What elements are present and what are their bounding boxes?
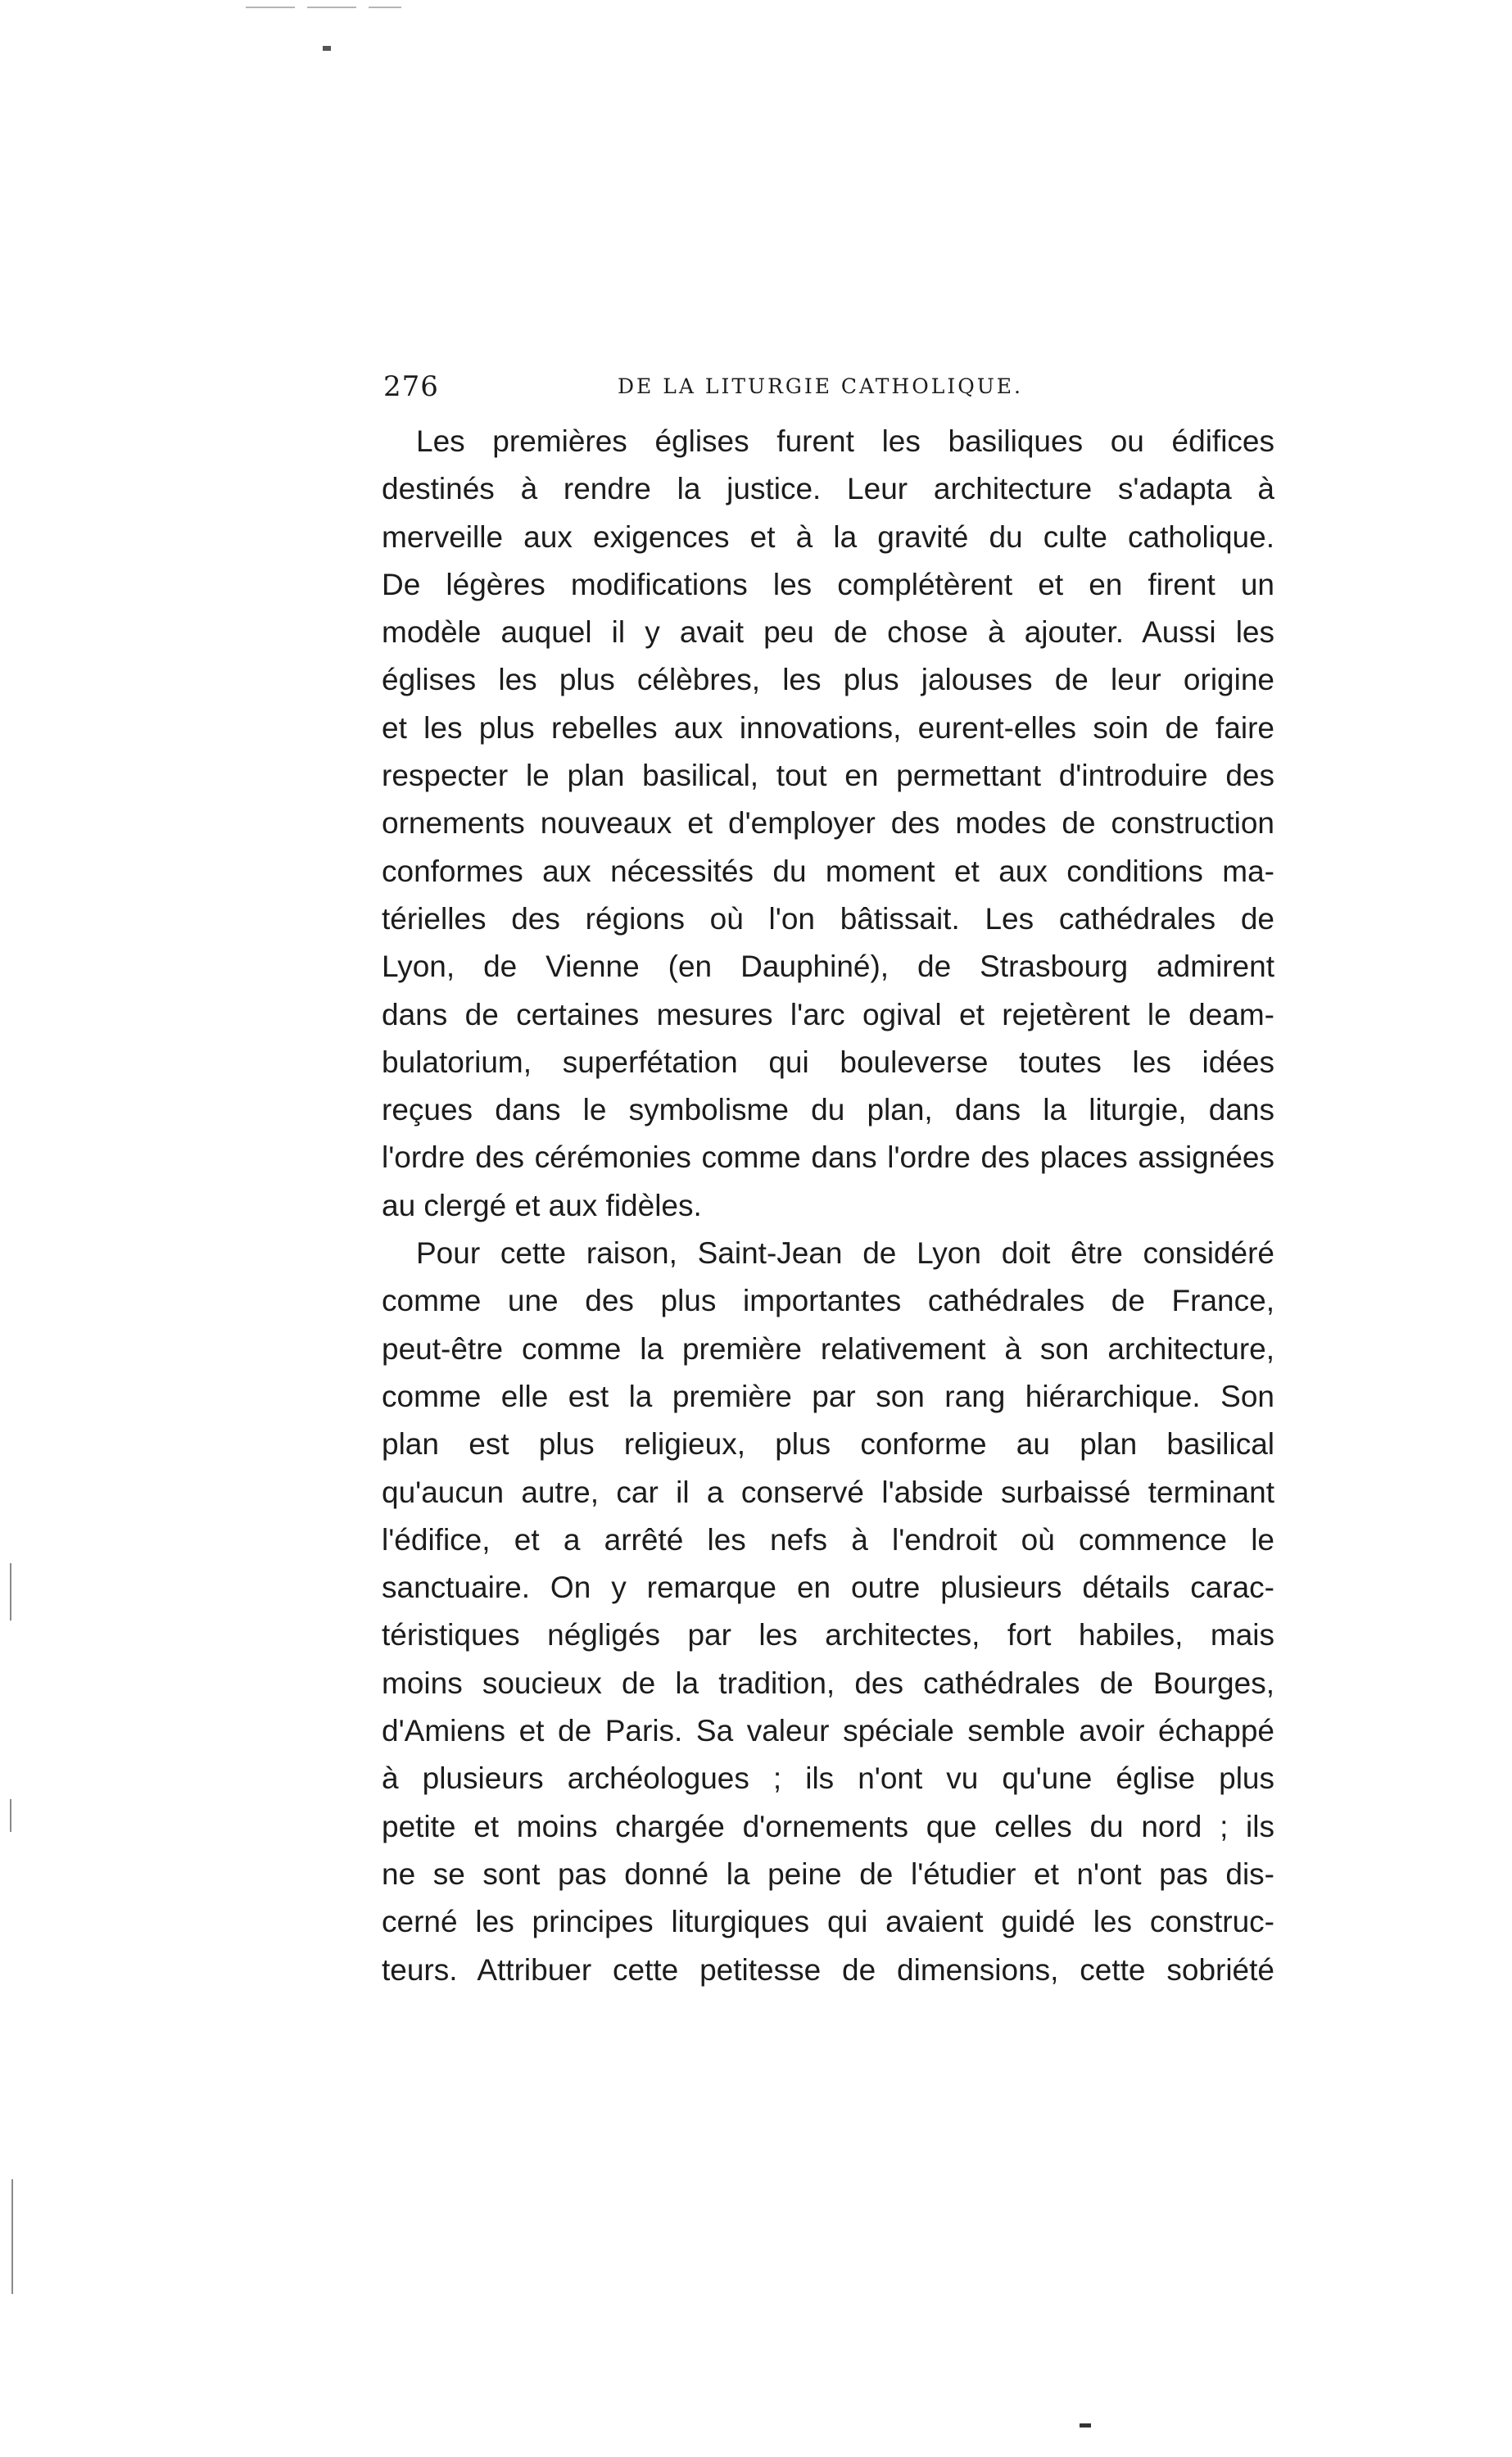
text-line: sanctuaire. On y remarque en outre plusieurs détails carac- (382, 1571, 1274, 1605)
text-line: l'édifice, et a arrêté les nefs à l'endroit où commence le (382, 1522, 1274, 1557)
text-line: et les plus rebelles aux innovations, eurent-elles soin de faire (382, 710, 1274, 745)
page-number: 276 (383, 370, 439, 403)
text-line: comme elle est la première par son rang hiérarchique. Son (382, 1379, 1274, 1413)
text-line: moins soucieux de la tradition, des cathédrales de Bourges, (382, 1666, 1274, 1700)
scan-artifact (369, 7, 401, 8)
text-line: conformes aux nécessités du moment et aux conditions ma- (382, 854, 1274, 888)
text-line: térielles des régions où l'on bâtissait. Les cathédrales de (382, 901, 1274, 936)
text-line: églises les plus célèbres, les plus jalouses de leur origine (382, 663, 1274, 697)
text-line: l'ordre des cérémonies comme dans l'ordre des places assignées (382, 1140, 1274, 1175)
text-line: respecter le plan basilical, tout en permettant d'introduire des (382, 759, 1274, 793)
text-line: reçues dans le symbolisme du plan, dans la liturgie, dans (382, 1093, 1274, 1127)
scan-artifact (11, 2179, 13, 2294)
scan-artifact (10, 1799, 11, 1832)
text-line: merveille aux exigences et à la gravité du culte catholique. (382, 519, 1274, 554)
text-line: peut-être comme la première relativement à son architecture, (382, 1331, 1274, 1366)
text-line: plan est plus religieux, plus conforme au plan basilical (382, 1427, 1274, 1462)
scan-speck (323, 46, 331, 51)
scan-artifact (307, 7, 356, 8)
text-line: au clergé et aux fidèles. (382, 1188, 702, 1222)
text-line: ornements nouveaux et d'employer des modes de construction (382, 806, 1274, 841)
text-line: qu'aucun autre, car il a conservé l'abside surbaissé terminant (382, 1475, 1274, 1509)
text-line: Pour cette raison, Saint-Jean de Lyon doit être considéré (416, 1236, 1274, 1271)
text-line: comme une des plus importantes cathédrales de France, (382, 1284, 1274, 1318)
text-line: De légères modifications les complétèrent et en firent un (382, 567, 1274, 601)
text-line: cerné les principes liturgiques qui avaient guidé les construc- (382, 1905, 1274, 1939)
text-line: modèle auquel il y avait peu de chose à ajouter. Aussi les (382, 615, 1274, 650)
text-line: ne se sont pas donné la peine de l'étudier et n'ont pas dis- (382, 1856, 1274, 1891)
scan-speck (1080, 2423, 1091, 2428)
text-line: destinés à rendre la justice. Leur architecture s'adapta à (382, 472, 1274, 506)
running-title: DE LA LITURGIE CATHOLIQUE. (618, 374, 1023, 398)
body-text (382, 418, 1274, 1994)
text-line: d'Amiens et de Paris. Sa valeur spéciale semble avoir échappé (382, 1714, 1274, 1748)
text-line: dans de certaines mesures l'arc ogival et rejetèrent le deam- (382, 997, 1274, 1031)
text-line: bulatorium, superfétation qui bouleverse toutes les idées (382, 1045, 1274, 1079)
text-line: teurs. Attribuer cette petitesse de dimensions, cette sobriété (382, 1952, 1274, 1987)
paragraph (382, 418, 1274, 1230)
text-line: Les premières églises furent les basiliques ou édifices (416, 424, 1274, 458)
text-line: téristiques négligés par les architectes, fort habiles, mais (382, 1618, 1274, 1652)
text-line: petite et moins chargée d'ornements que celles du nord ; ils (382, 1809, 1274, 1843)
scan-artifact (10, 1563, 11, 1621)
running-head (383, 370, 1271, 403)
text-line: Lyon, de Vienne (en Dauphiné), de Strasbourg admirent (382, 950, 1274, 984)
paragraph (382, 1230, 1274, 1994)
text-line: à plusieurs archéologues ; ils n'ont vu qu'une église plus (382, 1761, 1274, 1796)
scan-artifact (246, 7, 295, 8)
